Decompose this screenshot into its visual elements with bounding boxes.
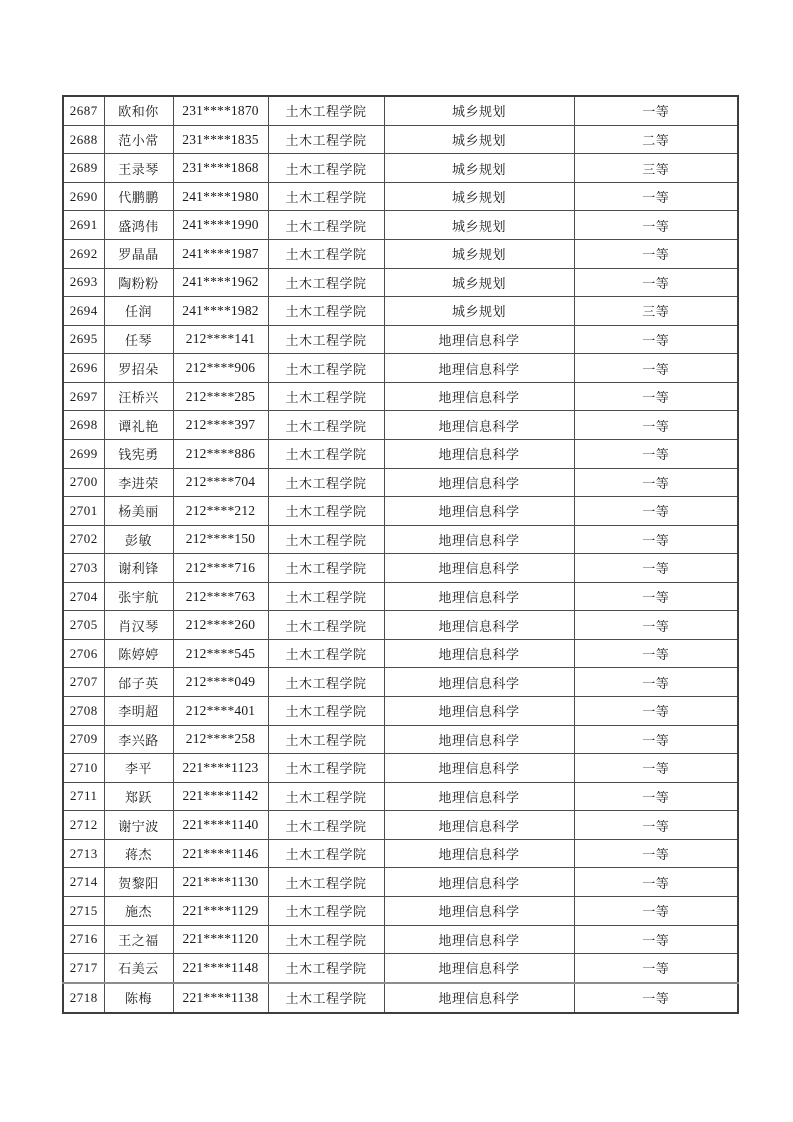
- cell-major: 城乡规划: [384, 125, 574, 154]
- cell-major: 地理信息科学: [384, 325, 574, 354]
- cell-award: 一等: [574, 896, 738, 925]
- cell-college: 土木工程学院: [268, 868, 384, 897]
- cell-number: 212****716: [173, 554, 268, 583]
- cell-number: 221****1142: [173, 782, 268, 811]
- cell-name: 陈梅: [104, 983, 173, 1013]
- cell-college: 土木工程学院: [268, 468, 384, 497]
- cell-college: 土木工程学院: [268, 268, 384, 297]
- cell-id: 2691: [63, 211, 104, 240]
- cell-number: 212****258: [173, 725, 268, 754]
- cell-college: 土木工程学院: [268, 240, 384, 269]
- cell-college: 土木工程学院: [268, 896, 384, 925]
- cell-number: 221****1120: [173, 925, 268, 954]
- cell-name: 钱宪勇: [104, 439, 173, 468]
- cell-name: 李平: [104, 754, 173, 783]
- cell-award: 一等: [574, 582, 738, 611]
- cell-name: 谭礼艳: [104, 411, 173, 440]
- cell-major: 地理信息科学: [384, 554, 574, 583]
- table-row: [63, 125, 738, 154]
- cell-award: 一等: [574, 468, 738, 497]
- cell-id: 2708: [63, 697, 104, 726]
- cell-id: 2704: [63, 582, 104, 611]
- cell-award: 一等: [574, 668, 738, 697]
- cell-major: 城乡规划: [384, 211, 574, 240]
- cell-id: 2692: [63, 240, 104, 269]
- cell-number: 221****1123: [173, 754, 268, 783]
- cell-name: 李进荣: [104, 468, 173, 497]
- cell-major: 地理信息科学: [384, 411, 574, 440]
- cell-id: 2706: [63, 639, 104, 668]
- table-row: [63, 439, 738, 468]
- cell-award: 一等: [574, 925, 738, 954]
- cell-id: 2718: [63, 983, 104, 1013]
- cell-major: 地理信息科学: [384, 668, 574, 697]
- cell-award: 一等: [574, 611, 738, 640]
- cell-award: 一等: [574, 811, 738, 840]
- cell-college: 土木工程学院: [268, 382, 384, 411]
- cell-major: 城乡规划: [384, 268, 574, 297]
- cell-name: 汪桥兴: [104, 382, 173, 411]
- cell-major: 地理信息科学: [384, 954, 574, 983]
- cell-award: 一等: [574, 954, 738, 983]
- cell-college: 土木工程学院: [268, 211, 384, 240]
- cell-id: 2717: [63, 954, 104, 983]
- cell-number: 212****260: [173, 611, 268, 640]
- table-row: [63, 839, 738, 868]
- cell-major: 地理信息科学: [384, 354, 574, 383]
- cell-number: 221****1130: [173, 868, 268, 897]
- cell-college: 土木工程学院: [268, 354, 384, 383]
- cell-award: 一等: [574, 497, 738, 526]
- cell-id: 2707: [63, 668, 104, 697]
- table-row: [63, 782, 738, 811]
- cell-id: 2693: [63, 268, 104, 297]
- cell-name: 代鹏鹏: [104, 182, 173, 211]
- cell-major: 城乡规划: [384, 240, 574, 269]
- cell-award: 一等: [574, 697, 738, 726]
- cell-id: 2701: [63, 497, 104, 526]
- cell-name: 贺黎阳: [104, 868, 173, 897]
- cell-name: 肖汉琴: [104, 611, 173, 640]
- table-row: [63, 182, 738, 211]
- cell-name: 李兴路: [104, 725, 173, 754]
- cell-name: 邰子英: [104, 668, 173, 697]
- cell-major: 地理信息科学: [384, 896, 574, 925]
- cell-name: 蒋杰: [104, 839, 173, 868]
- cell-id: 2694: [63, 297, 104, 326]
- cell-name: 范小常: [104, 125, 173, 154]
- cell-major: 地理信息科学: [384, 468, 574, 497]
- cell-id: 2689: [63, 154, 104, 183]
- cell-major: 地理信息科学: [384, 439, 574, 468]
- cell-number: 231****1835: [173, 125, 268, 154]
- cell-id: 2703: [63, 554, 104, 583]
- cell-number: 212****049: [173, 668, 268, 697]
- cell-major: 城乡规划: [384, 182, 574, 211]
- cell-college: 土木工程学院: [268, 611, 384, 640]
- table-row: [63, 754, 738, 783]
- cell-number: 212****886: [173, 439, 268, 468]
- cell-name: 任琴: [104, 325, 173, 354]
- cell-college: 土木工程学院: [268, 582, 384, 611]
- cell-id: 2700: [63, 468, 104, 497]
- cell-name: 谢宁波: [104, 811, 173, 840]
- cell-major: 地理信息科学: [384, 382, 574, 411]
- cell-college: 土木工程学院: [268, 839, 384, 868]
- cell-award: 一等: [574, 182, 738, 211]
- cell-award: 一等: [574, 354, 738, 383]
- cell-major: 地理信息科学: [384, 983, 574, 1013]
- cell-number: 221****1129: [173, 896, 268, 925]
- cell-name: 陶粉粉: [104, 268, 173, 297]
- cell-major: 地理信息科学: [384, 754, 574, 783]
- cell-number: 241****1990: [173, 211, 268, 240]
- cell-major: 地理信息科学: [384, 925, 574, 954]
- table-row: [63, 240, 738, 269]
- cell-name: 张宇航: [104, 582, 173, 611]
- cell-id: 2699: [63, 439, 104, 468]
- cell-college: 土木工程学院: [268, 983, 384, 1013]
- table-row: [63, 354, 738, 383]
- cell-award: 一等: [574, 782, 738, 811]
- cell-number: 212****545: [173, 639, 268, 668]
- cell-id: 2713: [63, 839, 104, 868]
- cell-id: 2709: [63, 725, 104, 754]
- cell-award: 一等: [574, 96, 738, 125]
- cell-college: 土木工程学院: [268, 182, 384, 211]
- table-row: [63, 611, 738, 640]
- award-table: [62, 95, 739, 1014]
- cell-award: 一等: [574, 382, 738, 411]
- cell-name: 罗招朵: [104, 354, 173, 383]
- cell-college: 土木工程学院: [268, 754, 384, 783]
- cell-id: 2711: [63, 782, 104, 811]
- cell-college: 土木工程学院: [268, 668, 384, 697]
- cell-id: 2688: [63, 125, 104, 154]
- cell-major: 地理信息科学: [384, 497, 574, 526]
- table-row: [63, 382, 738, 411]
- cell-college: 土木工程学院: [268, 725, 384, 754]
- cell-college: 土木工程学院: [268, 954, 384, 983]
- table-row: [63, 211, 738, 240]
- cell-award: 一等: [574, 868, 738, 897]
- cell-number: 212****906: [173, 354, 268, 383]
- cell-id: 2714: [63, 868, 104, 897]
- cell-major: 地理信息科学: [384, 811, 574, 840]
- cell-number: 212****141: [173, 325, 268, 354]
- cell-name: 王之福: [104, 925, 173, 954]
- table-row: [63, 154, 738, 183]
- table-row: [63, 639, 738, 668]
- award-table-body: [63, 96, 738, 1013]
- cell-award: 一等: [574, 639, 738, 668]
- table-row: [63, 983, 738, 1013]
- cell-major: 地理信息科学: [384, 525, 574, 554]
- cell-award: 一等: [574, 983, 738, 1013]
- cell-major: 地理信息科学: [384, 868, 574, 897]
- cell-name: 石美云: [104, 954, 173, 983]
- cell-major: 城乡规划: [384, 96, 574, 125]
- table-row: [63, 497, 738, 526]
- cell-name: 罗晶晶: [104, 240, 173, 269]
- cell-college: 土木工程学院: [268, 697, 384, 726]
- cell-number: 231****1870: [173, 96, 268, 125]
- cell-college: 土木工程学院: [268, 154, 384, 183]
- cell-name: 杨美丽: [104, 497, 173, 526]
- cell-number: 241****1980: [173, 182, 268, 211]
- cell-college: 土木工程学院: [268, 811, 384, 840]
- cell-number: 212****763: [173, 582, 268, 611]
- table-row: [63, 554, 738, 583]
- cell-number: 212****704: [173, 468, 268, 497]
- cell-major: 城乡规划: [384, 154, 574, 183]
- cell-award: 一等: [574, 325, 738, 354]
- cell-id: 2710: [63, 754, 104, 783]
- cell-award: 一等: [574, 240, 738, 269]
- table-row: [63, 896, 738, 925]
- cell-id: 2695: [63, 325, 104, 354]
- table-row: [63, 96, 738, 125]
- cell-name: 彭敏: [104, 525, 173, 554]
- cell-award: 一等: [574, 725, 738, 754]
- cell-major: 地理信息科学: [384, 697, 574, 726]
- cell-college: 土木工程学院: [268, 125, 384, 154]
- table-row: [63, 868, 738, 897]
- table-row: [63, 525, 738, 554]
- table-row: [63, 811, 738, 840]
- cell-college: 土木工程学院: [268, 639, 384, 668]
- cell-college: 土木工程学院: [268, 925, 384, 954]
- cell-number: 212****401: [173, 697, 268, 726]
- table-row: [63, 954, 738, 983]
- cell-college: 土木工程学院: [268, 325, 384, 354]
- cell-number: 241****1987: [173, 240, 268, 269]
- cell-name: 欧和你: [104, 96, 173, 125]
- cell-number: 212****285: [173, 382, 268, 411]
- cell-number: 241****1982: [173, 297, 268, 326]
- cell-college: 土木工程学院: [268, 497, 384, 526]
- cell-id: 2715: [63, 896, 104, 925]
- cell-award: 二等: [574, 125, 738, 154]
- table-row: [63, 582, 738, 611]
- table-row: [63, 297, 738, 326]
- cell-number: 221****1146: [173, 839, 268, 868]
- cell-college: 土木工程学院: [268, 525, 384, 554]
- cell-college: 土木工程学院: [268, 554, 384, 583]
- table-row: [63, 925, 738, 954]
- cell-id: 2687: [63, 96, 104, 125]
- cell-name: 王录琴: [104, 154, 173, 183]
- cell-award: 一等: [574, 268, 738, 297]
- cell-major: 地理信息科学: [384, 639, 574, 668]
- cell-id: 2712: [63, 811, 104, 840]
- cell-award: 一等: [574, 839, 738, 868]
- cell-college: 土木工程学院: [268, 297, 384, 326]
- table-row: [63, 325, 738, 354]
- cell-id: 2716: [63, 925, 104, 954]
- cell-id: 2690: [63, 182, 104, 211]
- cell-number: 221****1138: [173, 983, 268, 1013]
- cell-id: 2702: [63, 525, 104, 554]
- cell-award: 一等: [574, 411, 738, 440]
- cell-number: 212****212: [173, 497, 268, 526]
- cell-name: 任润: [104, 297, 173, 326]
- cell-name: 谢利锋: [104, 554, 173, 583]
- cell-major: 地理信息科学: [384, 725, 574, 754]
- cell-id: 2697: [63, 382, 104, 411]
- cell-id: 2696: [63, 354, 104, 383]
- cell-name: 盛鸿伟: [104, 211, 173, 240]
- cell-id: 2705: [63, 611, 104, 640]
- cell-number: 212****150: [173, 525, 268, 554]
- cell-college: 土木工程学院: [268, 411, 384, 440]
- cell-award: 三等: [574, 297, 738, 326]
- cell-college: 土木工程学院: [268, 439, 384, 468]
- cell-major: 地理信息科学: [384, 582, 574, 611]
- cell-award: 一等: [574, 554, 738, 583]
- cell-name: 陈婷婷: [104, 639, 173, 668]
- cell-number: 231****1868: [173, 154, 268, 183]
- table-row: [63, 411, 738, 440]
- table-row: [63, 697, 738, 726]
- table-row: [63, 725, 738, 754]
- cell-number: 221****1140: [173, 811, 268, 840]
- table-row: [63, 268, 738, 297]
- cell-major: 城乡规划: [384, 297, 574, 326]
- cell-name: 施杰: [104, 896, 173, 925]
- cell-number: 212****397: [173, 411, 268, 440]
- cell-college: 土木工程学院: [268, 96, 384, 125]
- table-row: [63, 668, 738, 697]
- cell-id: 2698: [63, 411, 104, 440]
- cell-major: 地理信息科学: [384, 611, 574, 640]
- cell-award: 三等: [574, 154, 738, 183]
- cell-major: 地理信息科学: [384, 839, 574, 868]
- cell-award: 一等: [574, 211, 738, 240]
- cell-name: 李明超: [104, 697, 173, 726]
- cell-college: 土木工程学院: [268, 782, 384, 811]
- table-row: [63, 468, 738, 497]
- cell-number: 221****1148: [173, 954, 268, 983]
- cell-name: 郑跃: [104, 782, 173, 811]
- cell-major: 地理信息科学: [384, 782, 574, 811]
- cell-award: 一等: [574, 525, 738, 554]
- cell-award: 一等: [574, 754, 738, 783]
- cell-award: 一等: [574, 439, 738, 468]
- cell-number: 241****1962: [173, 268, 268, 297]
